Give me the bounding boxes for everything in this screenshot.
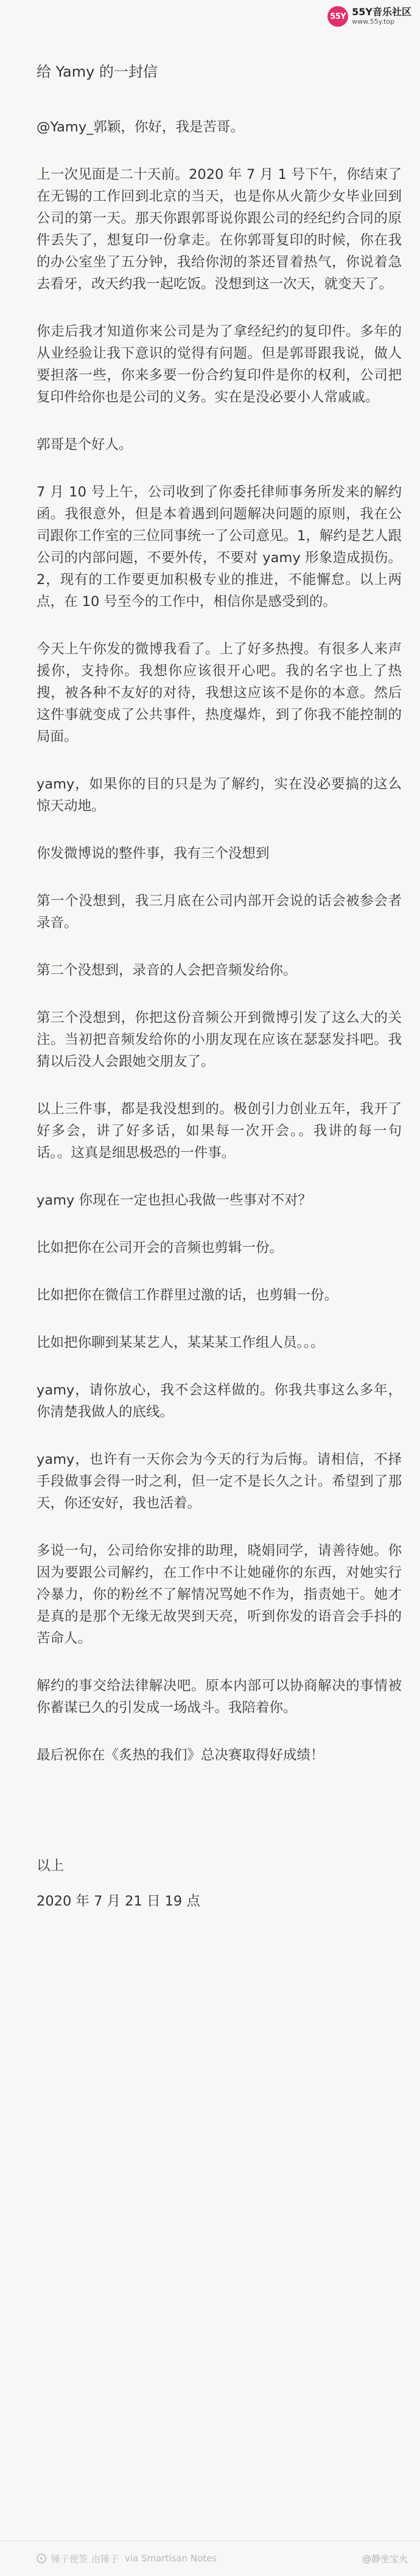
- paragraph: 多说一句，公司给你安排的助理，晓娟同学，请善待她。你因为要跟公司解约，在工作中不让她碰你的东西，对她实行冷暴力，你的粉丝不了解情况骂她不作为，指责她干。她才是真的是那个无缘无故哭到天亮，听到你发的语音会手抖的苦命人。: [37, 1543, 402, 1646]
- paragraph: 最后祝你在《炙热的我们》总决赛取得好成绩！: [37, 1747, 324, 1763]
- letter-date: 2020 年 7 月 21 日 19 点: [37, 1893, 200, 1909]
- paragraph: 解约的事交给法律解决吧。原本内部可以协商解决的事情被你蓄谋已久的引发成一场战斗。我陪着你。: [37, 1678, 402, 1716]
- footer-handle: @静坐宝火: [362, 2553, 408, 2564]
- letter-title: 给 Yamy 的一封信: [37, 63, 158, 80]
- paragraph: 郭哥是个好人。: [37, 437, 133, 453]
- smartisan-notes-icon: [37, 2553, 46, 2563]
- paragraph: 第二个没想到，录音的人会把音频发给你。: [37, 963, 297, 978]
- paragraph: @Yamy_郭颖，你好，我是苦哥。: [37, 119, 244, 135]
- watermark-text: [352, 7, 411, 26]
- watermark-title: 55Y音乐社区: [352, 6, 411, 18]
- paragraph: 第一个没想到，我三月底在公司内部开会说的话会被参会者录音。: [37, 893, 402, 931]
- signature-spacer: [37, 1792, 402, 1855]
- letter-body: [37, 60, 402, 1912]
- footer-brand: 锤子便签: [51, 2553, 88, 2564]
- paragraph: 比如把你聊到某某艺人，某某某工作组人员。。。: [37, 1335, 324, 1351]
- paragraph: 以上三件事，都是我没想到的。极创引力创业五年，我开了好多会，讲了好多话，如果每一次开会。。我讲的每一句话。。这真是细思极恐的一件事。: [37, 1101, 402, 1161]
- watermark: [327, 6, 411, 27]
- footer-author: 由锤子: [91, 2553, 119, 2564]
- footer-source: via Smartisan Notes: [125, 2553, 217, 2564]
- paragraph: yamy，如果你的目的只是为了解约，实在没必要搞的这么惊天动地。: [37, 776, 402, 814]
- paragraph: 今天上午你发的微博我看了。上了好多热搜。有很多人来声援你，支持你。我想你应该很开心吧。我的名字也上了热搜，被各种不友好的对待，我想这应该不是你的本意。然后这件事就变成了公共事件，热度爆炸，到了你我不能控制的局面。: [37, 641, 402, 745]
- paragraph: 你走后我才知道你来公司是为了拿经纪约的复印件。多年的从业经验让我下意识的觉得有问题。但是郭哥跟我说，做人要担落一些，你来多要一份合约复印件是你的权利，公司把复印件给你也是公司的义务。实在是没必要小人常戚戚。: [37, 324, 402, 405]
- footer: [37, 2549, 408, 2567]
- paragraph: 你发微博说的整件事，我有三个没想到: [37, 846, 270, 862]
- closing-line: 以上: [37, 1858, 65, 1874]
- paragraph: 7 月 10 号上午，公司收到了你委托律师事务所发来的解约函。我很意外，但是本着遇到问题解决问题的原则，我在公司跟你工作室的三位同事统一了公司意见。1，解约是艺人跟公司的内部问题，不要外传，不要对 yamy 形象造成损伤。2，现有的工作要更加积极专业的推进，不能懈怠。以上两点，在 10 号至今的工作中，相信你是感受到的。: [37, 484, 402, 610]
- watermark-logo: 55Y: [327, 6, 348, 27]
- watermark-url: www.55y.top: [352, 17, 395, 26]
- paragraph: 上一次见面是二十天前。2020 年 7 月 1 号下午，你结束了在无锡的工作回到北京的当天，也是你从火箭少女毕业回到公司的第一天。那天你跟郭哥说你跟公司的经纪约合同的原件丢失了，想复印一份拿走。在你郭哥复印的时候，你在我的办公室坐了五分钟，我给你沏的茶还冒着热气，你说着急去看牙，改天约我一起吃饭。没想到这一次天，就变天了。: [37, 167, 402, 292]
- paragraph: 第三个没想到，你把这份音频公开到微博引发了这么大的关注。当初把音频发给你的小朋友现在应该在瑟瑟发抖吧。我猜以后没人会跟她交朋友了。: [37, 1010, 402, 1070]
- paragraph: yamy，也许有一天你会为今天的行为后悔。请相信，不择手段做事会得一时之利，但一定不是长久之计。希望到了那天，你还安好，我也活着。: [37, 1452, 402, 1511]
- paragraph: 比如把你在公司开会的音频也剪辑一份。: [37, 1240, 284, 1256]
- paragraph: yamy 你现在一定也担心我做一些事对不对？: [37, 1192, 312, 1208]
- paragraph: yamy，请你放心，我不会这样做的。你我共事这么多年，你清楚我做人的底线。: [37, 1382, 402, 1420]
- paragraph: 比如把你在微信工作群里过激的话，也剪辑一份。: [37, 1287, 338, 1303]
